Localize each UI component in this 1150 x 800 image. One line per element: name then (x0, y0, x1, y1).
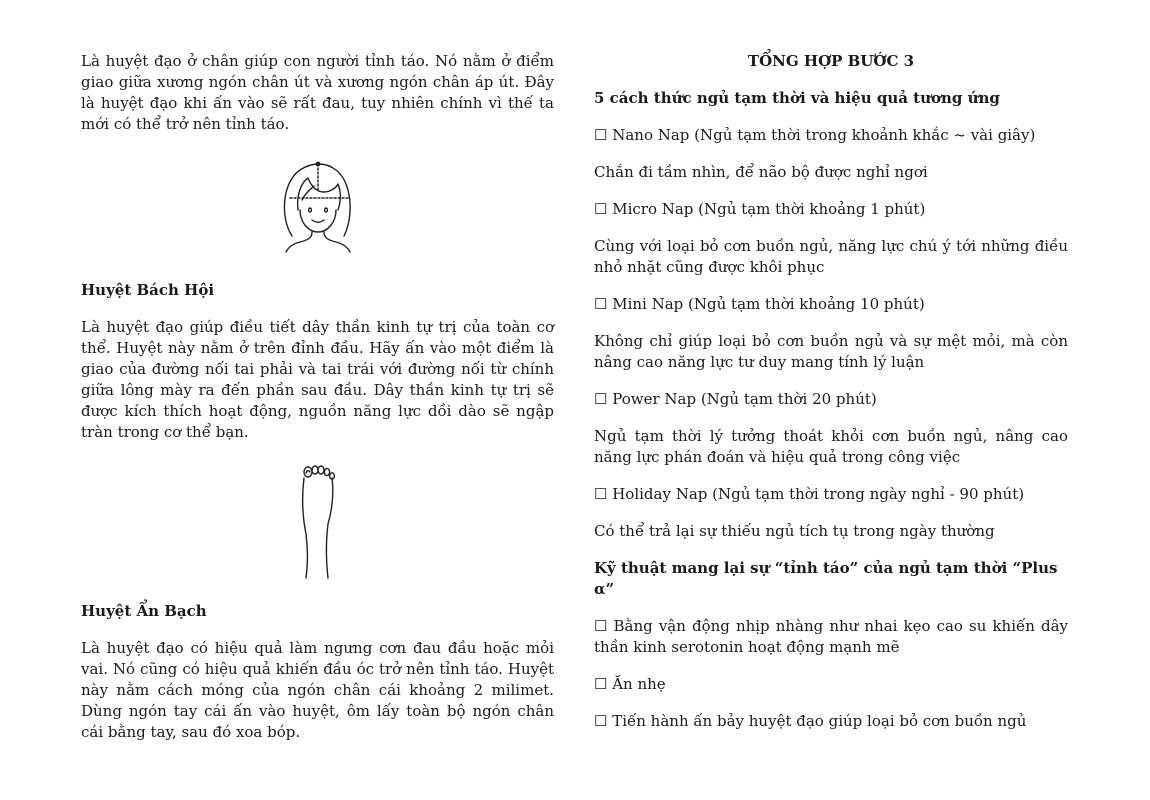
section2-text: Là huyệt đạo có hiệu quả làm ngưng cơn đau đầu hoặc mỏi vai. Nó cũng có hiệu quả khiến đầu óc trở nên tỉnh táo. Huyệt này nằm cách móng của ngón chân cái khoảng 2 milimet. Dùng ngón tay cái ấn vào huyệt, ôm lấy toàn bộ ngón chân cái bằng tay, sau đó xoa bóp. (81, 639, 554, 741)
checklist-item: ☐ Power Nap (Ngủ tạm thời 20 phút) (594, 390, 877, 408)
checklist-item: ☐ Nano Nap (Ngủ tạm thời trong khoảnh khắc ~ vài giây) (594, 126, 1036, 144)
technique-item: ☐ Tiến hành ấn bảy huyệt đạo giúp loại bỏ cơn buồn ngủ (594, 712, 1027, 730)
section1-title: Huyệt Bách Hội (81, 281, 215, 299)
left-column (81, 51, 554, 743)
summary-subtitle: 5 cách thức ngủ tạm thời và hiệu quả tương ứng (594, 89, 1000, 107)
checklist-item-desc: Chắn đi tầm nhìn, để não bộ được nghỉ ngơi (594, 163, 928, 181)
checklist-item: ☐ Holiday Nap (Ngủ tạm thời trong ngày nghỉ - 90 phút) (594, 485, 1025, 503)
checklist-item-desc: Ngủ tạm thời lý tưởng thoát khỏi cơn buồn ngủ, nâng cao năng lực phán đoán và hiệu quả trong công việc (594, 427, 1068, 466)
summary-title: TỔNG HỢP BƯỚC 3 (747, 52, 915, 70)
checklist-item-desc: Không chỉ giúp loại bỏ cơn buồn ngủ và sự mệt mỏi, mà còn nâng cao năng lực tư duy mang tính lý luận (594, 332, 1068, 371)
right-column (594, 51, 1068, 732)
checklist-item-desc: Có thể trả lại sự thiếu ngủ tích tụ trong ngày thường (594, 522, 995, 540)
technique-item: ☐ Bằng vận động nhịp nhàng như nhai kẹo cao su khiến dây thần kinh serotonin hoạt động mạnh mẽ (594, 617, 1068, 656)
checklist-item: ☐ Mini Nap (Ngủ tạm thời khoảng 10 phút) (594, 295, 925, 313)
section1-text: Là huyệt đạo giúp điều tiết dây thần kinh tự trị của toàn cơ thể. Huyệt này nằm ở trên đỉnh đầu. Hãy ấn vào một điểm là giao của đường nối tai phải và tai trái với đường nối từ chính giữa lông mày ra đến phần sau đầu. Dây thần kinh tự trị sẽ được kích thích hoạt động, nguồn năng lực dồi dào sẽ ngập tràn trong cơ thể bạn. (81, 318, 554, 441)
technique-item: ☐ Ăn nhẹ (594, 675, 666, 693)
technique-title: Kỹ thuật mang lại sự “tỉnh táo” của ngủ tạm thời “Plus α” (594, 559, 1058, 598)
head-illustration (278, 158, 358, 254)
intro-paragraph: Là huyệt đạo ở chân giúp con người tỉnh táo. Nó nằm ở điểm giao giữa xương ngón chân út và xương ngón chân áp út. Đây là huyệt đạo khi ấn vào sẽ rất đau, tuy nhiên chính vì thế ta mới có thể trở nên tỉnh táo. (81, 52, 554, 133)
checklist-item: ☐ Micro Nap (Ngủ tạm thời khoảng 1 phút) (594, 200, 926, 218)
checklist-item-desc: Cùng với loại bỏ cơn buồn ngủ, năng lực chú ý tới những điều nhỏ nhặt cũng được khôi phục (594, 237, 1068, 276)
foot-illustration (296, 464, 340, 580)
section2-title: Huyệt Ẩn Bạch (81, 602, 207, 620)
